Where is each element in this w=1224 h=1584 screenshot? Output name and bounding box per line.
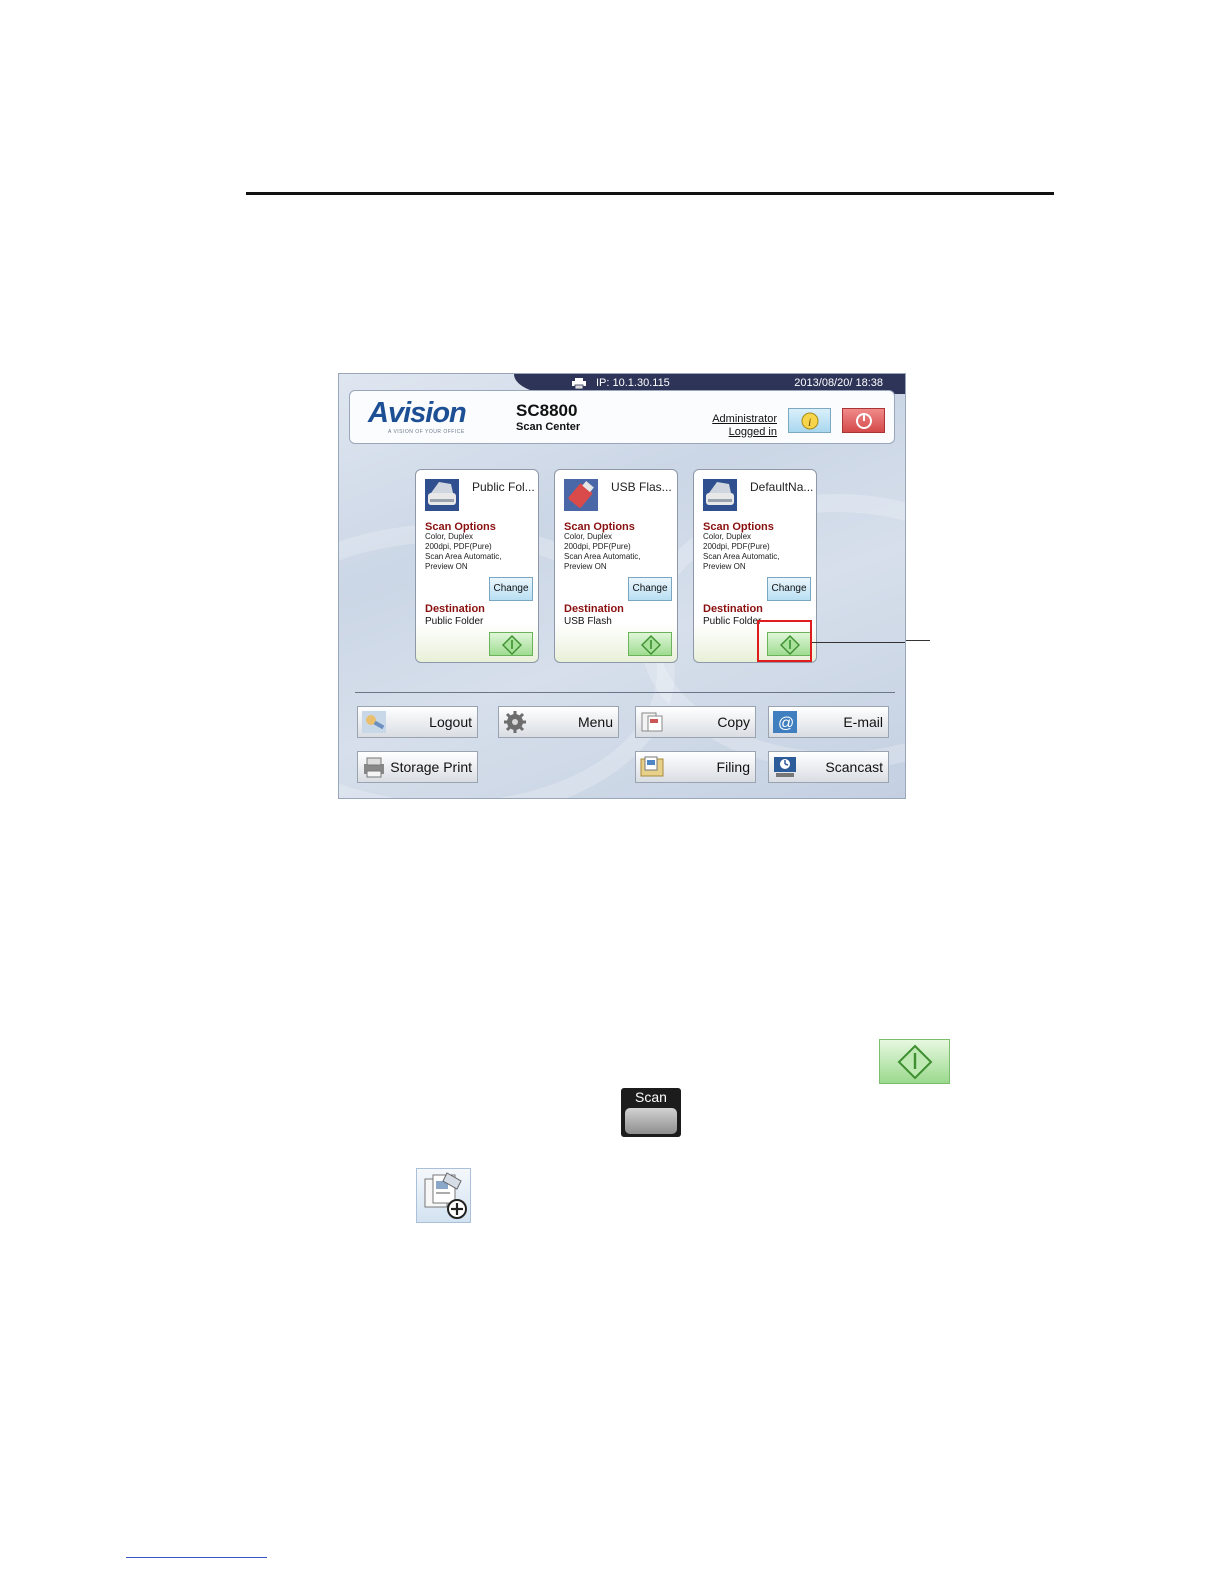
callout-line xyxy=(812,642,906,643)
footer-link-underline xyxy=(126,1557,267,1558)
profile-card-usb-flash[interactable] xyxy=(554,469,678,663)
date-time: 2013/08/20/ 18:38 xyxy=(794,377,883,389)
menu-button[interactable] xyxy=(498,706,619,738)
add-profile-icon xyxy=(417,1169,472,1224)
green-diamond-start-icon xyxy=(629,633,673,657)
menu-label: Menu xyxy=(577,714,613,730)
profile-card-public-folder[interactable] xyxy=(415,469,539,663)
logout-button[interactable] xyxy=(357,706,478,738)
option-line: 200dpi, PDF(Pure) xyxy=(425,542,492,551)
scanner-icon xyxy=(425,479,459,511)
scan-options-label: Scan Options xyxy=(564,521,635,533)
email-button[interactable] xyxy=(768,706,889,738)
highlight-box xyxy=(757,620,812,662)
scan-key-label: Scan xyxy=(635,1089,667,1105)
storage-print-label: Storage Print xyxy=(390,759,472,775)
option-line: 200dpi, PDF(Pure) xyxy=(703,542,770,551)
scan-options-label: Scan Options xyxy=(703,521,774,533)
scancast-icon xyxy=(773,756,797,778)
copy-button[interactable] xyxy=(635,706,756,738)
power-icon xyxy=(843,409,886,434)
scanner-screen xyxy=(338,373,906,799)
scan-options-values xyxy=(425,532,530,572)
info-icon xyxy=(789,409,832,434)
destination-value: Public Folder xyxy=(425,616,484,627)
logout-icon xyxy=(362,711,386,733)
destination-label: Destination xyxy=(703,603,763,615)
model-name: SC8800 xyxy=(516,401,578,420)
ip-address: IP: 10.1.30.115 xyxy=(596,377,670,389)
divider xyxy=(355,692,895,693)
filing-icon xyxy=(640,756,664,778)
option-line: 200dpi, PDF(Pure) xyxy=(564,542,631,551)
option-line: Preview ON xyxy=(564,562,607,571)
callout-line-extension xyxy=(906,640,930,641)
user-name[interactable]: Administrator xyxy=(712,413,777,425)
scan-hardware-key xyxy=(621,1088,681,1137)
destination-label: Destination xyxy=(425,603,485,615)
user-status[interactable] xyxy=(712,413,777,439)
option-line: Scan Area Automatic, xyxy=(425,552,502,561)
logo-tagline: A VISION OF YOUR OFFICE xyxy=(388,429,465,435)
copy-icon xyxy=(640,711,664,733)
scan-key-pad xyxy=(625,1108,677,1134)
filing-label: Filing xyxy=(716,759,750,775)
destination-value: Public Folder xyxy=(703,616,762,627)
storage-print-button[interactable] xyxy=(357,751,478,783)
filing-button[interactable] xyxy=(635,751,756,783)
copy-label: Copy xyxy=(717,714,750,730)
profile-title: DefaultNa... xyxy=(750,480,814,494)
option-line: Scan Area Automatic, xyxy=(564,552,641,561)
svg-text:i: i xyxy=(808,415,812,429)
scan-options-values xyxy=(564,532,669,572)
email-icon xyxy=(773,711,797,733)
scan-options-values xyxy=(703,532,808,572)
option-line: Color, Duplex xyxy=(703,532,752,541)
email-label: E-mail xyxy=(843,714,883,730)
top-rule xyxy=(246,192,1054,195)
start-scan-button-sample xyxy=(879,1039,950,1084)
model-subtitle: Scan Center xyxy=(516,421,581,433)
start-scan-button[interactable] xyxy=(628,632,672,656)
change-button[interactable]: Change xyxy=(767,577,811,601)
scanner-icon xyxy=(703,479,737,511)
storage-print-icon xyxy=(362,756,386,778)
printer-icon xyxy=(572,378,586,389)
gear-icon xyxy=(503,711,527,733)
destination-value: USB Flash xyxy=(564,616,612,627)
option-line: Color, Duplex xyxy=(564,532,613,541)
option-line: Preview ON xyxy=(703,562,746,571)
scancast-label: Scancast xyxy=(825,759,883,775)
option-line: Preview ON xyxy=(425,562,468,571)
add-profile-icon xyxy=(416,1168,471,1223)
option-line: Color, Duplex xyxy=(425,532,474,541)
svg-text:@: @ xyxy=(778,715,795,732)
logout-label: Logout xyxy=(429,714,472,730)
profile-title: Public Fol... xyxy=(472,480,535,494)
avision-logo: Avision xyxy=(368,397,466,429)
option-line: Scan Area Automatic, xyxy=(703,552,780,561)
usb-flash-icon xyxy=(564,479,598,511)
green-diamond-start-icon xyxy=(490,633,534,657)
destination-label: Destination xyxy=(564,603,624,615)
header-panel xyxy=(349,390,895,444)
scan-options-label: Scan Options xyxy=(425,521,496,533)
change-button[interactable]: Change xyxy=(489,577,533,601)
change-button[interactable]: Change xyxy=(628,577,672,601)
start-scan-button[interactable] xyxy=(489,632,533,656)
green-diamond-start-icon xyxy=(880,1040,951,1085)
info-button[interactable] xyxy=(788,408,831,433)
scancast-button[interactable] xyxy=(768,751,889,783)
login-state[interactable]: Logged in xyxy=(728,426,777,438)
profile-title: USB Flas... xyxy=(611,480,672,494)
power-button[interactable] xyxy=(842,408,885,433)
